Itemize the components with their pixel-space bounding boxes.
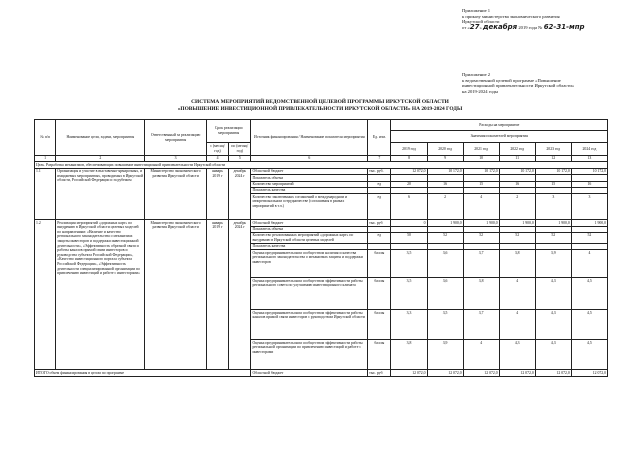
value-cell: 3,8	[499, 250, 535, 278]
header-term-from: с (месяц/год)	[206, 143, 228, 156]
colnum: 4	[206, 156, 228, 162]
value-cell: 1 900,0	[463, 220, 499, 226]
indicator-cell: Показатель качества	[251, 243, 368, 249]
appendix-1-quote: »	[479, 24, 482, 30]
unit-cell: тыс. руб	[368, 220, 391, 226]
indicator-cell: Показатель объема	[251, 226, 368, 232]
header-year-2019: 2019 год	[391, 143, 427, 156]
value-cell: 10 172,0	[571, 168, 607, 174]
total-label: ИТОГО объем финансирования в целом по программе	[35, 370, 251, 376]
colnum: 13	[571, 156, 607, 162]
header-year-2023: 2023 год	[535, 143, 571, 156]
value-cell: 6	[391, 194, 427, 220]
value-cell: 1 900,0	[499, 220, 535, 226]
indicator-cell: Оценка предпринимательским сообществом эффективности работы региональной организации по привлечению инвестиций и работе с инвесторами	[251, 340, 368, 370]
value-cell: 1 900,0	[535, 220, 571, 226]
appendix-1-line2: к приказу министерства экономического развития	[462, 13, 560, 19]
total-row	[35, 370, 608, 376]
row1-name: Организация и участие в выставочно-ярмарочных, и имиджевых мероприятиях, проводимых в Иркутской области, Российской Федерации и за рубежом	[56, 168, 145, 220]
row1-from: январь 2019 г	[206, 168, 228, 220]
value-cell: 1 900,0	[427, 220, 463, 226]
value-cell: 20	[391, 181, 427, 187]
colnum: 3	[145, 156, 207, 162]
indicator-cell: Количество реализованных мероприятий «дорожных карт» по внедрению в Иркутской области целевых моделей	[251, 233, 368, 244]
unit-cell: баллы	[368, 310, 391, 340]
appendix-2-line4: на 2019-2024 годы	[462, 88, 499, 94]
handwritten-month: декабря	[482, 22, 518, 31]
value-cell: 1 900,0	[571, 220, 607, 226]
header-num: № п/п	[35, 120, 56, 156]
appendix-1-year: 2019 года №	[518, 24, 543, 30]
header-year-2021: 2021 год	[463, 143, 499, 156]
unit-cell: тыс. руб.	[368, 168, 391, 174]
value-cell: 4,3	[535, 310, 571, 340]
total-value: 12 072,0	[499, 370, 535, 376]
indicator-cell: Оценка предпринимательским сообществом эффективности работы каналов прямой связи инвесторов с руководством Иркутской области	[251, 310, 368, 340]
value-cell: 0	[391, 220, 427, 226]
value-cell: 4,3	[499, 340, 535, 370]
value-cell: 4	[499, 278, 535, 310]
value-cell: 4,3	[535, 278, 571, 310]
row2-to: декабрь 2024 г	[229, 220, 251, 370]
total-indicator: Областной бюджет	[251, 370, 368, 376]
indicator-cell: Показатель объема	[251, 175, 368, 181]
row2-executor: Министерство экономического развития Иркутской области	[145, 220, 207, 370]
unit-cell: баллы	[368, 278, 391, 310]
appendix-1-block	[462, 8, 612, 30]
colnum: 6	[251, 156, 368, 162]
value-cell: 50	[391, 233, 427, 244]
header-executor: Ответственный за реализацию мероприятия	[145, 120, 207, 156]
header-values: Значения показателей мероприятия	[391, 131, 608, 143]
value-cell: 3,6	[427, 250, 463, 278]
appendix-2-line1: Приложение 2	[462, 72, 491, 77]
unit-cell: баллы	[368, 250, 391, 278]
colnum: 8	[391, 156, 427, 162]
document-title-line2: «ПОВЫШЕНИЕ ИНВЕСТИЦИОННОЙ ПРИВЛЕКАТЕЛЬНОСТИ ИРКУТСКОЙ ОБЛАСТИ» НА 2019-2024 ГОДЫ	[177, 106, 463, 112]
appendix-2-line2: к ведомственной целевой программе «Повышение	[462, 77, 561, 83]
colnum: 2	[56, 156, 145, 162]
value-cell: 4,5	[571, 310, 607, 340]
value-cell: 2	[499, 194, 535, 220]
row2-name: Реализация мероприятий «дорожных карт» по внедрению в Иркутской области целевых моделей по направлениям: «Наличие и качество регионального законодательства о механизмах защиты инвесторов и поддержки инвестиционной деятельности», «Эффективность обратной связи и работы каналов прямой связи инвесторов и руководства субъекта Российской Федерации», «Качество инвестиционного портала субъекта Российской Федерации», «Эффективность деятельности специализированной организации по привлечению инвестиций и работе с инвесторами»	[56, 220, 145, 370]
indicator-cell: Количество мероприятий	[251, 181, 368, 187]
value-cell: 15	[463, 181, 499, 187]
colnum: 12	[535, 156, 571, 162]
total-unit: тыс. руб	[368, 370, 391, 376]
value-cell: 10 172,0	[499, 168, 535, 174]
header-year-2020: 2020 год	[427, 143, 463, 156]
row1-executor: Министерство экономического развития Иркутской области	[145, 168, 207, 220]
total-value: 12 072,0	[463, 370, 499, 376]
indicator-cell: Оценка предпринимательским сообществом эффективности работы регионального совета по улучшению инвестиционного климата	[251, 278, 368, 310]
header-expenses: Расходы на мероприятие	[391, 120, 608, 131]
appendix-1-from: от «	[462, 24, 470, 30]
colnum: 10	[463, 156, 499, 162]
measures-table	[34, 119, 608, 377]
value-cell: 10 172,0	[463, 168, 499, 174]
header-year-2024: 2024 год	[571, 143, 607, 156]
value-cell: 16	[427, 181, 463, 187]
colnum: 7	[368, 156, 391, 162]
value-cell: 3,8	[391, 340, 427, 370]
unit-cell: ед	[368, 181, 391, 187]
appendix-1-line3: Иркутской области	[462, 19, 500, 25]
total-value: 12 072,0	[535, 370, 571, 376]
indicator-cell: Областной бюджет	[251, 168, 368, 174]
row1-to: декабрь 2024 г	[229, 168, 251, 220]
value-cell: 12 072,0	[391, 168, 427, 174]
value-cell: 52	[571, 233, 607, 244]
colnum: 9	[427, 156, 463, 162]
appendix-1-line1: Приложение 1	[462, 8, 491, 13]
value-cell: 3,5	[427, 310, 463, 340]
handwritten-order-number: 62-31-мпр	[543, 22, 585, 31]
value-cell: 3,5	[391, 278, 427, 310]
value-cell: 3,7	[463, 250, 499, 278]
header-name: Наименование цели, задачи, мероприятия	[56, 120, 145, 156]
header-year-2022: 2022 год	[499, 143, 535, 156]
value-cell: 10 172,0	[427, 168, 463, 174]
value-cell: 3,9	[427, 340, 463, 370]
total-value: 12 072,0	[571, 370, 607, 376]
value-cell: 3,9	[535, 250, 571, 278]
colnum: 5	[229, 156, 251, 162]
total-value: 12 072,0	[427, 370, 463, 376]
unit-cell: баллы	[368, 340, 391, 370]
value-cell: 3,6	[427, 278, 463, 310]
value-cell: 4,5	[571, 340, 607, 370]
indicator-cell: Количество заключенных соглашений о международном и межрегиональном сотрудничестве (соглашения в рамках мероприятий в т.ч.)	[251, 194, 368, 220]
value-cell: 10 172,0	[535, 168, 571, 174]
handwritten-day: 27	[469, 22, 480, 31]
colnum: 1	[35, 156, 56, 162]
value-cell: 52	[427, 233, 463, 244]
value-cell: 52	[499, 233, 535, 244]
value-cell: 15	[535, 181, 571, 187]
value-cell: 52	[463, 233, 499, 244]
value-cell: 3,3	[391, 310, 427, 340]
row2-from: январь 2019 г	[206, 220, 228, 370]
indicator-cell: Областной бюджет	[251, 220, 368, 226]
total-value: 12 072,0	[391, 370, 427, 376]
indicator-cell: Оценка предпринимательским сообществом наличия и качества регионального законодательства о механизмах защиты и поддержки инвесторов	[251, 250, 368, 278]
value-cell: 16	[499, 181, 535, 187]
appendix-2-block	[462, 72, 612, 94]
value-cell: 2	[427, 194, 463, 220]
value-cell: 4	[571, 250, 607, 278]
indicator-cell: Показатель качества	[251, 187, 368, 193]
value-cell: 52	[535, 233, 571, 244]
value-cell: 4	[463, 194, 499, 220]
value-cell: 3	[535, 194, 571, 220]
value-cell: 3,8	[463, 278, 499, 310]
unit-cell: ед	[368, 233, 391, 244]
value-cell: 4	[499, 310, 535, 340]
row1-num: 1.1	[35, 168, 56, 220]
value-cell: 3,7	[463, 310, 499, 340]
goal-text: Цель. Разработка механизмов, обеспечивающих повышение инвестиционной привлекательности Иркутской области	[35, 162, 608, 168]
value-cell: 16	[571, 181, 607, 187]
appendix-2-line3: инвестиционной привлекательности Иркутской области»	[462, 83, 575, 89]
row2-num: 1.2	[35, 220, 56, 370]
header-term-to: по (месяц/год)	[229, 143, 251, 156]
value-cell: 3,5	[391, 250, 427, 278]
value-cell: 4	[463, 340, 499, 370]
colnum: 11	[499, 156, 535, 162]
value-cell: 3	[571, 194, 607, 220]
value-cell: 4,3	[535, 340, 571, 370]
header-unit: Ед. изм.	[368, 120, 391, 156]
header-indicator: Источник финансирования / Наименование показателя мероприятия	[251, 120, 368, 156]
header-term: Срок реализации мероприятия	[206, 120, 251, 143]
value-cell: 4,5	[571, 278, 607, 310]
unit-cell: ед	[368, 194, 391, 220]
document-title-line1: СИСТЕМА МЕРОПРИЯТИЙ ВЕДОМСТВЕННОЙ ЦЕЛЕВОЙ ПРОГРАММЫ ИРКУТСКОЙ ОБЛАСТИ	[191, 99, 449, 105]
